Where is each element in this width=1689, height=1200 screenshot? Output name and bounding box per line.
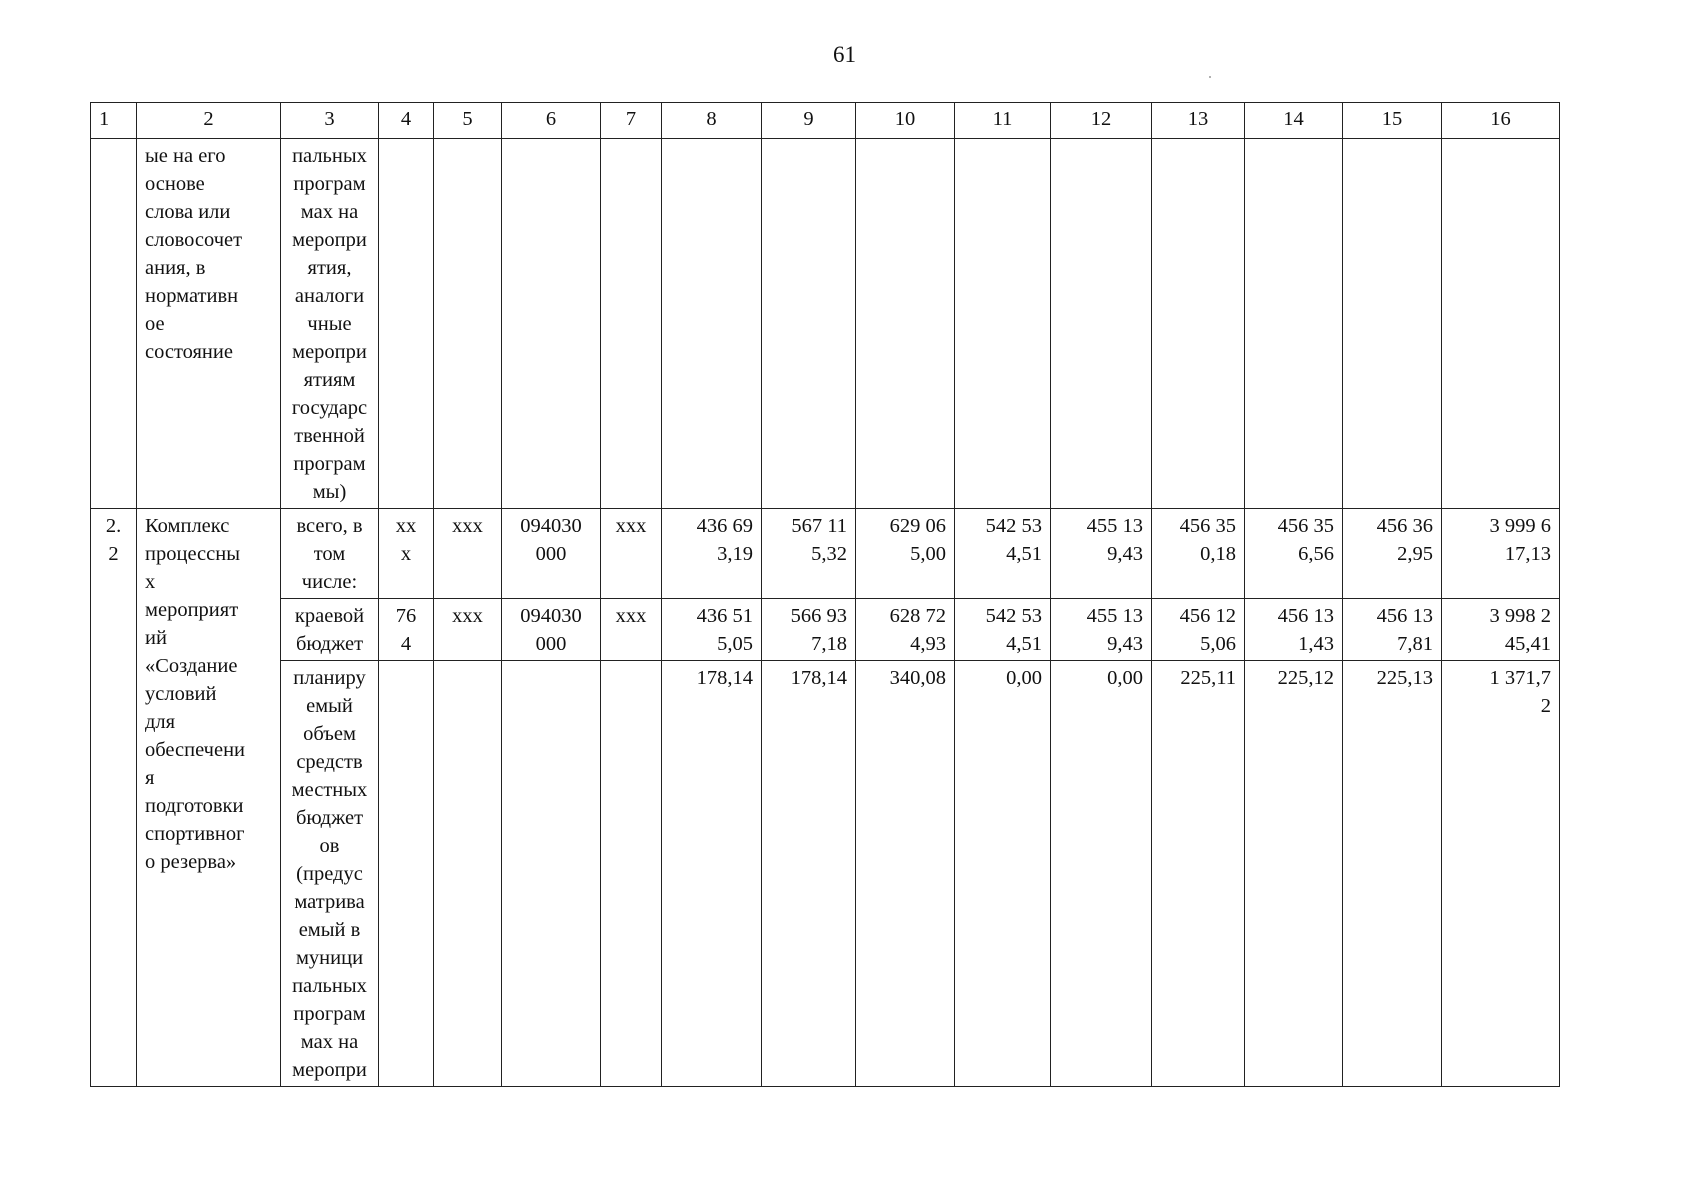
cell-text-line: 094030	[520, 605, 582, 627]
cell-text-line: 3 998 2	[1489, 605, 1551, 627]
cell-text-line: том	[313, 543, 346, 565]
cell-text-line: (предус	[296, 863, 363, 885]
cell-text-line: 000	[535, 633, 567, 655]
cell-text-line: словосочет	[145, 229, 243, 251]
cell-text-line: объем	[303, 723, 356, 745]
cell-text-line: чные	[307, 313, 352, 335]
cell-text-line: планиру	[293, 667, 366, 689]
cell-text-line: 2,95	[1397, 543, 1433, 565]
table-cell	[1152, 139, 1245, 509]
cell-text-line: мы)	[312, 481, 347, 503]
header-cell: 12	[1051, 103, 1152, 139]
cell-text-line: мах на	[300, 1031, 359, 1053]
table-cell	[434, 139, 502, 509]
cell-text-line: ания, в	[145, 257, 206, 279]
value-cell	[1152, 599, 1245, 661]
value-cell	[1343, 509, 1442, 599]
cell-text-line: 436 69	[696, 515, 753, 537]
cell-text-line: 178,14	[696, 667, 753, 689]
cell-text-line: 629 06	[889, 515, 946, 537]
cell-text-line: краевой	[294, 605, 365, 627]
header-cell: 14	[1245, 103, 1343, 139]
cell-text-line: 628 72	[889, 605, 946, 627]
table-cell	[601, 661, 662, 1087]
cell-text-line: обеспечени	[145, 739, 246, 761]
cell-text-line: програм	[293, 173, 366, 195]
header-cell: 4	[379, 103, 434, 139]
value-cell	[1343, 661, 1442, 1087]
table-cell	[1343, 139, 1442, 509]
header-row	[91, 103, 1560, 139]
cell-text-line: хх	[395, 515, 417, 537]
code-cell: ххх	[601, 599, 662, 661]
cell-text-line: 542 53	[985, 515, 1042, 537]
cell-text-line: ов	[319, 835, 340, 857]
source-cell	[281, 661, 379, 1087]
cell-text-line: 456 35	[1179, 515, 1236, 537]
cell-text-line: програм	[293, 453, 366, 475]
value-cell	[1051, 509, 1152, 599]
cell-text-line: 456 13	[1277, 605, 1334, 627]
cell-text-line: слова или	[145, 201, 231, 223]
cell-text-line: 2	[108, 543, 119, 565]
cell-text-line: 000	[535, 543, 567, 565]
value-cell	[1245, 661, 1343, 1087]
header-cell: 6	[502, 103, 601, 139]
cell-text-line: для	[145, 711, 176, 733]
cell-text-line: твенной	[294, 425, 365, 447]
cell-text-line: бюджет	[295, 807, 364, 829]
cell-text-line: ятиям	[303, 369, 356, 391]
scan-speck	[1209, 76, 1211, 78]
cell-text-line: меропри	[292, 341, 367, 363]
table-cell	[1245, 139, 1343, 509]
value-cell	[856, 661, 955, 1087]
table-row	[91, 661, 1560, 1087]
code-cell	[502, 509, 601, 599]
cell-text-line: основе	[145, 173, 205, 195]
cell-text-line: 17,13	[1504, 543, 1551, 565]
value-cell	[955, 599, 1051, 661]
code-cell: ххх	[434, 509, 502, 599]
table-row	[91, 509, 1560, 599]
cell-text-line: 2.	[105, 515, 122, 537]
table-cell	[856, 139, 955, 509]
header-cell: 2	[137, 103, 281, 139]
cell-text-line: 456 36	[1376, 515, 1433, 537]
value-cell	[1343, 599, 1442, 661]
cell-text-line: 0,00	[1006, 667, 1042, 689]
table-cell	[502, 139, 601, 509]
value-cell	[662, 599, 762, 661]
source-cell	[281, 599, 379, 661]
cell-text-line: 4,93	[910, 633, 946, 655]
cell-text-line: я	[145, 767, 155, 789]
cell-text-line: 566 93	[790, 605, 847, 627]
description-cell	[137, 509, 281, 1087]
value-cell	[1051, 599, 1152, 661]
value-cell	[955, 661, 1051, 1087]
cell-text-line: 225,13	[1376, 667, 1433, 689]
cell-text-line: «Создание	[145, 655, 238, 677]
header-cell: 3	[281, 103, 379, 139]
value-cell	[955, 509, 1051, 599]
code-cell	[379, 599, 434, 661]
cell-text-line: 45,41	[1504, 633, 1551, 655]
cell-text-line: 225,12	[1277, 667, 1334, 689]
cell-text-line: условий	[145, 683, 217, 705]
cell-text-line: 3 999 6	[1489, 515, 1551, 537]
cell-text-line: 340,08	[889, 667, 946, 689]
value-cell	[1442, 661, 1560, 1087]
cell-text-line: 225,11	[1180, 667, 1236, 689]
value-cell	[1245, 599, 1343, 661]
cell-text-line: процессны	[145, 543, 240, 565]
cell-text-line: 7,81	[1397, 633, 1433, 655]
source-cell	[281, 509, 379, 599]
code-cell: ххх	[601, 509, 662, 599]
cell-text-line: Комплекс	[145, 515, 230, 537]
table-cell	[379, 661, 434, 1087]
cell-text-line: мероприят	[145, 599, 239, 621]
cell-text-line: 5,06	[1200, 633, 1236, 655]
cell-text-line: 6,56	[1298, 543, 1334, 565]
cell-text-line: 1 371,7	[1489, 667, 1551, 689]
cell-text-line: средств	[296, 751, 363, 773]
header-cell: 7	[601, 103, 662, 139]
cell-text-line: ятия,	[307, 257, 352, 279]
table-cell	[91, 139, 137, 509]
cell-text-line: 7,18	[811, 633, 847, 655]
table-row	[91, 599, 1560, 661]
cell-text-line: мах на	[300, 201, 359, 223]
cell-text-line: 9,43	[1107, 543, 1143, 565]
table-cell	[1051, 139, 1152, 509]
cell-text-line: 567 11	[791, 515, 847, 537]
cell-text-line: 455 13	[1086, 515, 1143, 537]
item-number-cell	[91, 509, 137, 1087]
cell-text-line: 0,18	[1200, 543, 1236, 565]
cell-text-line: 456 13	[1376, 605, 1433, 627]
value-cell	[1442, 509, 1560, 599]
cell-text-line: ое	[145, 313, 165, 335]
cell-text-line: государс	[291, 397, 368, 419]
cell-text-line: нормативн	[145, 285, 239, 307]
cell-text-line: 178,14	[790, 667, 847, 689]
cell-text-line: состояние	[145, 341, 233, 363]
header-cell: 8	[662, 103, 762, 139]
header-cell: 15	[1343, 103, 1442, 139]
cell-text-line: 76	[395, 605, 417, 627]
value-cell	[856, 509, 955, 599]
table-cell	[379, 139, 434, 509]
value-cell	[1152, 509, 1245, 599]
cell-text-line: ий	[145, 627, 167, 649]
cell-text-line: 4,51	[1006, 633, 1042, 655]
table-cell	[434, 661, 502, 1087]
source-cell	[281, 139, 379, 509]
cell-text-line: 456 12	[1179, 605, 1236, 627]
value-cell	[856, 599, 955, 661]
description-cell	[137, 139, 281, 509]
header-cell: 10	[856, 103, 955, 139]
header-cell: 1	[91, 103, 137, 139]
cell-text-line: 456 35	[1277, 515, 1334, 537]
cell-text-line: програм	[293, 1003, 366, 1025]
cell-text-line: пальных	[292, 145, 367, 167]
cell-text-line: спортивног	[145, 823, 245, 845]
cell-text-line: х	[145, 571, 156, 593]
header-cell: 9	[762, 103, 856, 139]
cell-text-line: меропри	[292, 1059, 367, 1081]
cell-text-line: 4,51	[1006, 543, 1042, 565]
value-cell	[762, 661, 856, 1087]
cell-text-line: бюджет	[295, 633, 364, 655]
cell-text-line: 0,00	[1107, 667, 1143, 689]
cell-text-line: ые на его	[145, 145, 226, 167]
value-cell	[1442, 599, 1560, 661]
cell-text-line: пальных	[292, 975, 367, 997]
cell-text-line: 455 13	[1086, 605, 1143, 627]
page-number: 61	[833, 42, 856, 67]
table-cell	[762, 139, 856, 509]
header-cell: 11	[955, 103, 1051, 139]
code-cell: ххх	[434, 599, 502, 661]
value-cell	[762, 509, 856, 599]
value-cell	[1051, 661, 1152, 1087]
cell-text-line: 9,43	[1107, 633, 1143, 655]
value-cell	[662, 661, 762, 1087]
cell-text-line: аналоги	[294, 285, 365, 307]
cell-text-line: числе:	[301, 571, 358, 593]
cell-text-line: всего, в	[296, 515, 363, 537]
table-row	[91, 139, 1560, 509]
cell-text-line: подготовки	[145, 795, 244, 817]
cell-text-line: 5,05	[717, 633, 753, 655]
budget-table	[90, 102, 1560, 1087]
table-cell	[1442, 139, 1560, 509]
cell-text-line: 3,19	[717, 543, 753, 565]
cell-text-line: муници	[295, 947, 364, 969]
cell-text-line: емый	[306, 695, 353, 717]
cell-text-line: 1,43	[1298, 633, 1334, 655]
cell-text-line: 436 51	[696, 605, 753, 627]
value-cell	[1152, 661, 1245, 1087]
table-cell	[601, 139, 662, 509]
code-cell	[379, 509, 434, 599]
value-cell	[762, 599, 856, 661]
cell-text-line: емый в	[298, 919, 361, 941]
header-cell: 5	[434, 103, 502, 139]
value-cell	[662, 509, 762, 599]
cell-text-line: матрива	[294, 891, 365, 913]
cell-text-line: 5,32	[811, 543, 847, 565]
header-cell: 16	[1442, 103, 1560, 139]
table-cell	[502, 661, 601, 1087]
cell-text-line: 5,00	[910, 543, 946, 565]
table-cell	[955, 139, 1051, 509]
header-cell: 13	[1152, 103, 1245, 139]
cell-text-line: 2	[1540, 695, 1551, 717]
code-cell	[502, 599, 601, 661]
cell-text-line: 094030	[520, 515, 582, 537]
cell-text-line: местных	[291, 779, 368, 801]
cell-text-line: х	[400, 543, 412, 565]
cell-text-line: о резерва»	[145, 851, 237, 873]
cell-text-line: 4	[400, 633, 412, 655]
table-cell	[662, 139, 762, 509]
value-cell	[1245, 509, 1343, 599]
cell-text-line: меропри	[292, 229, 367, 251]
cell-text-line: 542 53	[985, 605, 1042, 627]
